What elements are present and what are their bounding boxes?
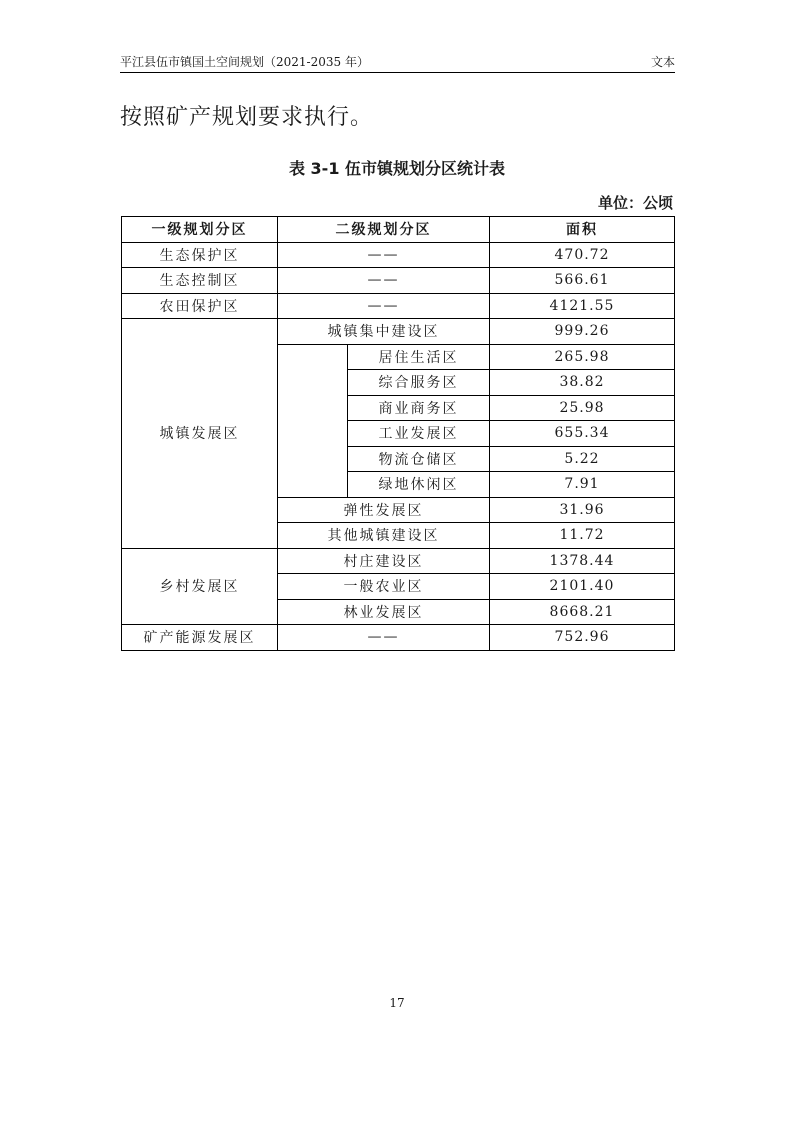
level2-cell: 林业发展区 xyxy=(278,599,490,625)
area-cell: 11.72 xyxy=(490,523,675,549)
level3-cell: 绿地休闲区 xyxy=(348,472,490,498)
area-cell: 265.98 xyxy=(490,344,675,370)
level1-cell: 生态控制区 xyxy=(122,268,278,294)
level3-cell: 商业商务区 xyxy=(348,395,490,421)
level3-cell: 物流仓储区 xyxy=(348,446,490,472)
indent-cell xyxy=(278,395,348,421)
area-cell: 1378.44 xyxy=(490,548,675,574)
area-cell: 655.34 xyxy=(490,421,675,447)
table-header-row xyxy=(122,217,675,243)
area-cell: 31.96 xyxy=(490,497,675,523)
area-cell: 25.98 xyxy=(490,395,675,421)
level2-cell: 弹性发展区 xyxy=(278,497,490,523)
area-cell: 8668.21 xyxy=(490,599,675,625)
table-row xyxy=(122,268,675,294)
level3-cell: 工业发展区 xyxy=(348,421,490,447)
area-cell: 752.96 xyxy=(490,625,675,651)
intro-paragraph: 按照矿产规划要求执行。 xyxy=(120,105,374,130)
indent-cell xyxy=(278,370,348,396)
level2-cell: 一般农业区 xyxy=(278,574,490,600)
level2-cell: —— xyxy=(278,625,490,651)
table-row xyxy=(122,319,675,345)
level1-cell: 生态保护区 xyxy=(122,242,278,268)
level1-cell-urban: 城镇发展区 xyxy=(122,319,278,549)
document-title: 平江县伍市镇国土空间规划（2021-2035 年） xyxy=(120,55,369,69)
table-row xyxy=(122,625,675,651)
area-cell: 5.22 xyxy=(490,446,675,472)
table-row xyxy=(122,548,675,574)
level2-cell: —— xyxy=(278,268,490,294)
indent-cell xyxy=(278,472,348,498)
area-cell: 999.26 xyxy=(490,319,675,345)
level2-cell: 村庄建设区 xyxy=(278,548,490,574)
header-area: 面积 xyxy=(490,217,675,243)
page-header xyxy=(120,52,675,73)
indent-cell xyxy=(278,446,348,472)
level3-cell: 综合服务区 xyxy=(348,370,490,396)
level1-cell: 矿产能源发展区 xyxy=(122,625,278,651)
header-level2: 二级规划分区 xyxy=(278,217,490,243)
header-level1: 一级规划分区 xyxy=(122,217,278,243)
level2-cell: 其他城镇建设区 xyxy=(278,523,490,549)
level2-cell: —— xyxy=(278,293,490,319)
zoning-statistics-table xyxy=(121,216,675,651)
area-cell: 2101.40 xyxy=(490,574,675,600)
indent-cell xyxy=(278,344,348,370)
table-row xyxy=(122,293,675,319)
level2-cell: 城镇集中建设区 xyxy=(278,319,490,345)
area-cell: 7.91 xyxy=(490,472,675,498)
area-cell: 566.61 xyxy=(490,268,675,294)
table-unit: 单位：公顷 xyxy=(597,194,673,212)
indent-cell xyxy=(278,421,348,447)
page-number: 17 xyxy=(389,996,405,1010)
level1-cell-rural: 乡村发展区 xyxy=(122,548,278,625)
area-cell: 470.72 xyxy=(490,242,675,268)
level1-cell: 农田保护区 xyxy=(122,293,278,319)
section-label: 文本 xyxy=(650,55,675,69)
area-cell: 38.82 xyxy=(490,370,675,396)
table-caption: 表 3-1 伍市镇规划分区统计表 xyxy=(288,159,506,178)
level2-cell: —— xyxy=(278,242,490,268)
table-row xyxy=(122,242,675,268)
level3-cell: 居住生活区 xyxy=(348,344,490,370)
area-cell: 4121.55 xyxy=(490,293,675,319)
